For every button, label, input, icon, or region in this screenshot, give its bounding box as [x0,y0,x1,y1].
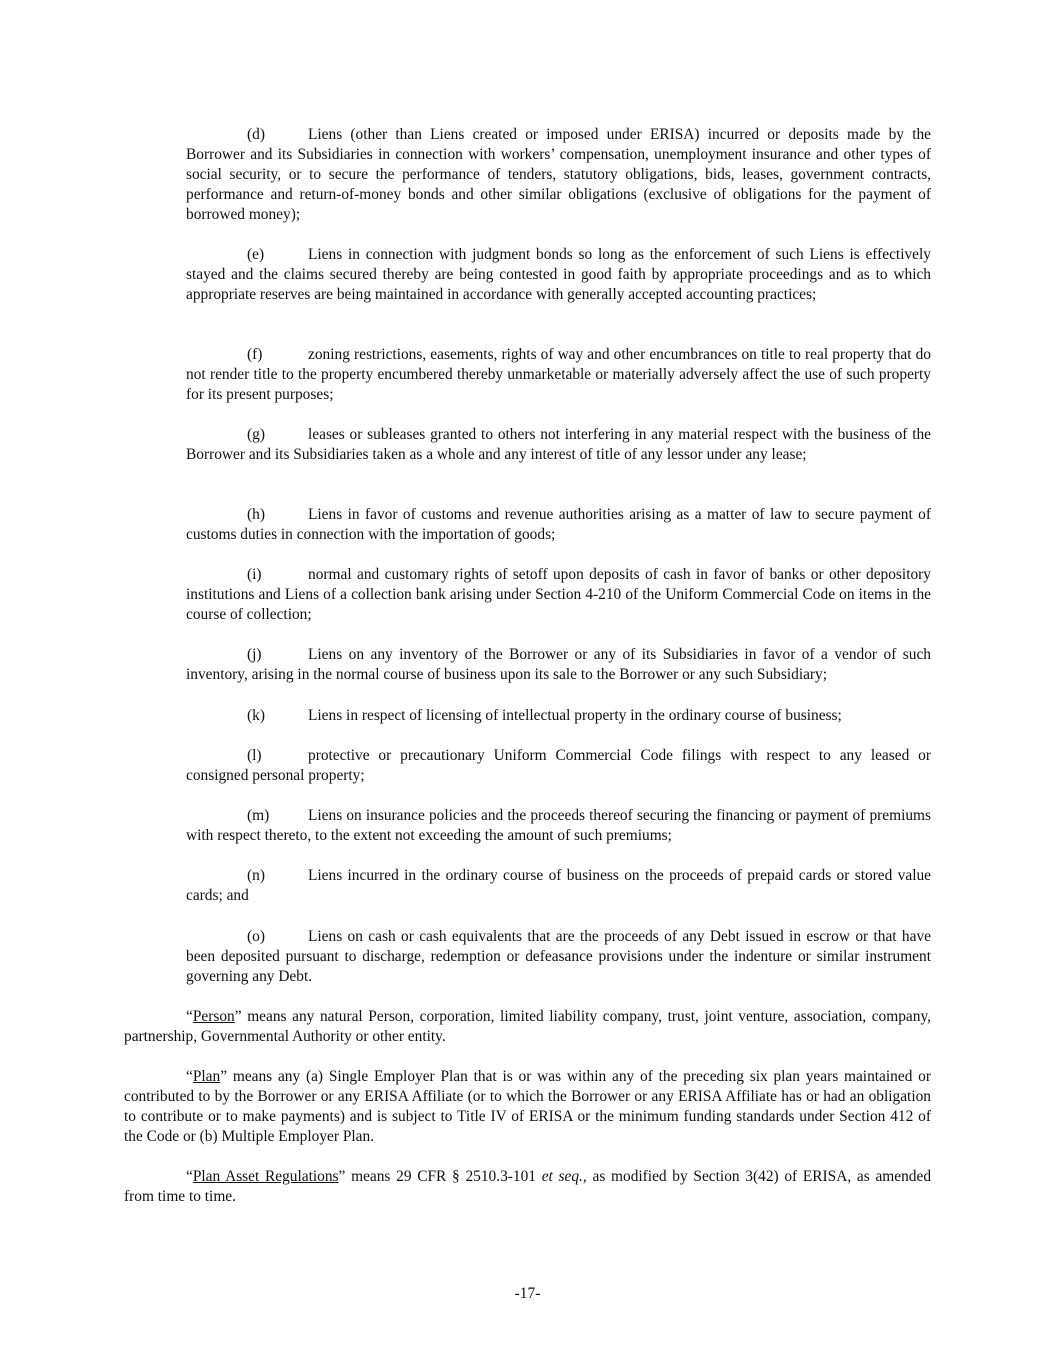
clause-label: (e) [247,246,265,263]
page-number: -17- [514,1285,541,1302]
clause-e [186,245,931,305]
close-quote: ” [234,1008,242,1025]
open-quote: “ [186,1068,193,1085]
clause-text: Liens on insurance policies and the proceeds thereof securing the financing or payment of premiums with respect thereto, to the extent not exceeding the amount of such premiums; [186,807,931,844]
close-quote: ” [338,1168,346,1185]
clause-label: (n) [247,867,265,884]
clause-text: protective or precautionary Uniform Commercial Code filings with respect to any leased or consigned personal property; [186,747,931,784]
clause-text: normal and customary rights of setoff upon deposits of cash in favor of banks or other depository institutions and Liens of a collection bank arising under Section 4-210 of the Uniform Commercial Code on items in the course of collection; [186,566,931,623]
definition-text: means any (a) Single Employer Plan that is or was within any of the preceding six plan years maintained or contributed to by the Borrower or any ERISA Affiliate (or to which the Borrower or any ERISA Affiliate has or had an obligation to contribute or to make payments) and is subject to Title IV of ERISA or the minimum funding standards under Section 412 of the Code or (b) Multiple Employer Plan. [124,1068,931,1145]
clause-h [186,505,931,545]
clause-text: leases or subleases granted to others not interfering in any material respect with the business of the Borrower and its Subsidiaries taken as a whole and any interest of title of any lessor under any lease; [186,426,931,463]
clause-label: (o) [247,928,265,945]
definition-plan-asset-regulations [124,1167,931,1207]
clause-text: Liens in favor of customs and revenue authorities arising as a matter of law to secure payment of customs duties in connection with the importation of goods; [186,506,931,543]
clause-j [186,645,931,685]
clause-k [186,706,931,726]
clause-label: (k) [247,707,265,724]
clause-o [186,927,931,987]
clause-label: (l) [247,747,262,764]
clause-label: (j) [247,646,262,663]
clause-label: (d) [247,126,265,143]
clause-label: (g) [247,426,265,443]
clause-m [186,806,931,846]
clause-text: Liens on any inventory of the Borrower or any of its Subsidiaries in favor of a vendor of such inventory, arising in the normal course of business upon its sale to the Borrower or any such Subsidiary; [186,646,931,683]
clause-text: Liens in respect of licensing of intellectual property in the ordinary course of business; [308,707,842,724]
clause-label: (m) [247,807,270,824]
definition-person [124,1007,931,1047]
close-quote: ” [220,1068,228,1085]
clause-text: Liens incurred in the ordinary course of business on the proceeds of prepaid cards or stored value cards; and [186,867,931,904]
clause-label: (f) [247,346,263,363]
clause-i [186,565,931,625]
definition-text: means 29 CFR § 2510.3-101 [345,1168,542,1185]
clause-l [186,746,931,786]
definition-plan [124,1067,931,1147]
clause-text: zoning restrictions, easements, rights of way and other encumbrances on title to real property that do not render title to the property encumbered thereby unmarketable or materially adversely affect the use of such property for its present purposes; [186,346,931,403]
clause-label: (i) [247,566,262,583]
open-quote: “ [186,1168,193,1185]
open-quote: “ [186,1008,193,1025]
definition-text: means any natural Person, corporation, limited liability company, trust, joint venture, association, company, partnership, Governmental Authority or other entity. [124,1008,931,1045]
clause-n [186,866,931,906]
defined-term: Plan Asset Regulations [192,1168,339,1185]
italic-latin-term: et seq. [541,1168,583,1185]
clause-text: Liens on cash or cash equivalents that are the proceeds of any Debt issued in escrow or that have been deposited pursuant to discharge, redemption or defeasance provisions under the indenture or similar instrument governing any Debt. [186,928,931,985]
defined-term: Person [192,1008,235,1025]
definition-text-continued: , as modified by Section 3(42) of ERISA, as amended from time to time. [124,1168,932,1205]
clause-label: (h) [247,506,265,523]
defined-term: Plan [192,1068,221,1085]
clause-d [186,125,931,225]
clause-f [186,345,931,405]
clause-g [186,425,931,465]
clause-text: Liens (other than Liens created or imposed under ERISA) incurred or deposits made by the Borrower and its Subsidiaries in connection with workers’ compensation, unemployment insurance and other types of social security, or to secure the performance of tenders, statutory obligations, bids, leases, government contracts, performance and return-of-money bonds and other similar obligations (exclusive of obligations for the payment of borrowed money); [186,126,931,223]
clause-text: Liens in connection with judgment bonds so long as the enforcement of such Liens is effectively stayed and the claims secured thereby are being contested in good faith by appropriate proceedings and as to which appropriate reserves are being maintained in accordance with generally accepted accounting practices; [186,246,931,303]
